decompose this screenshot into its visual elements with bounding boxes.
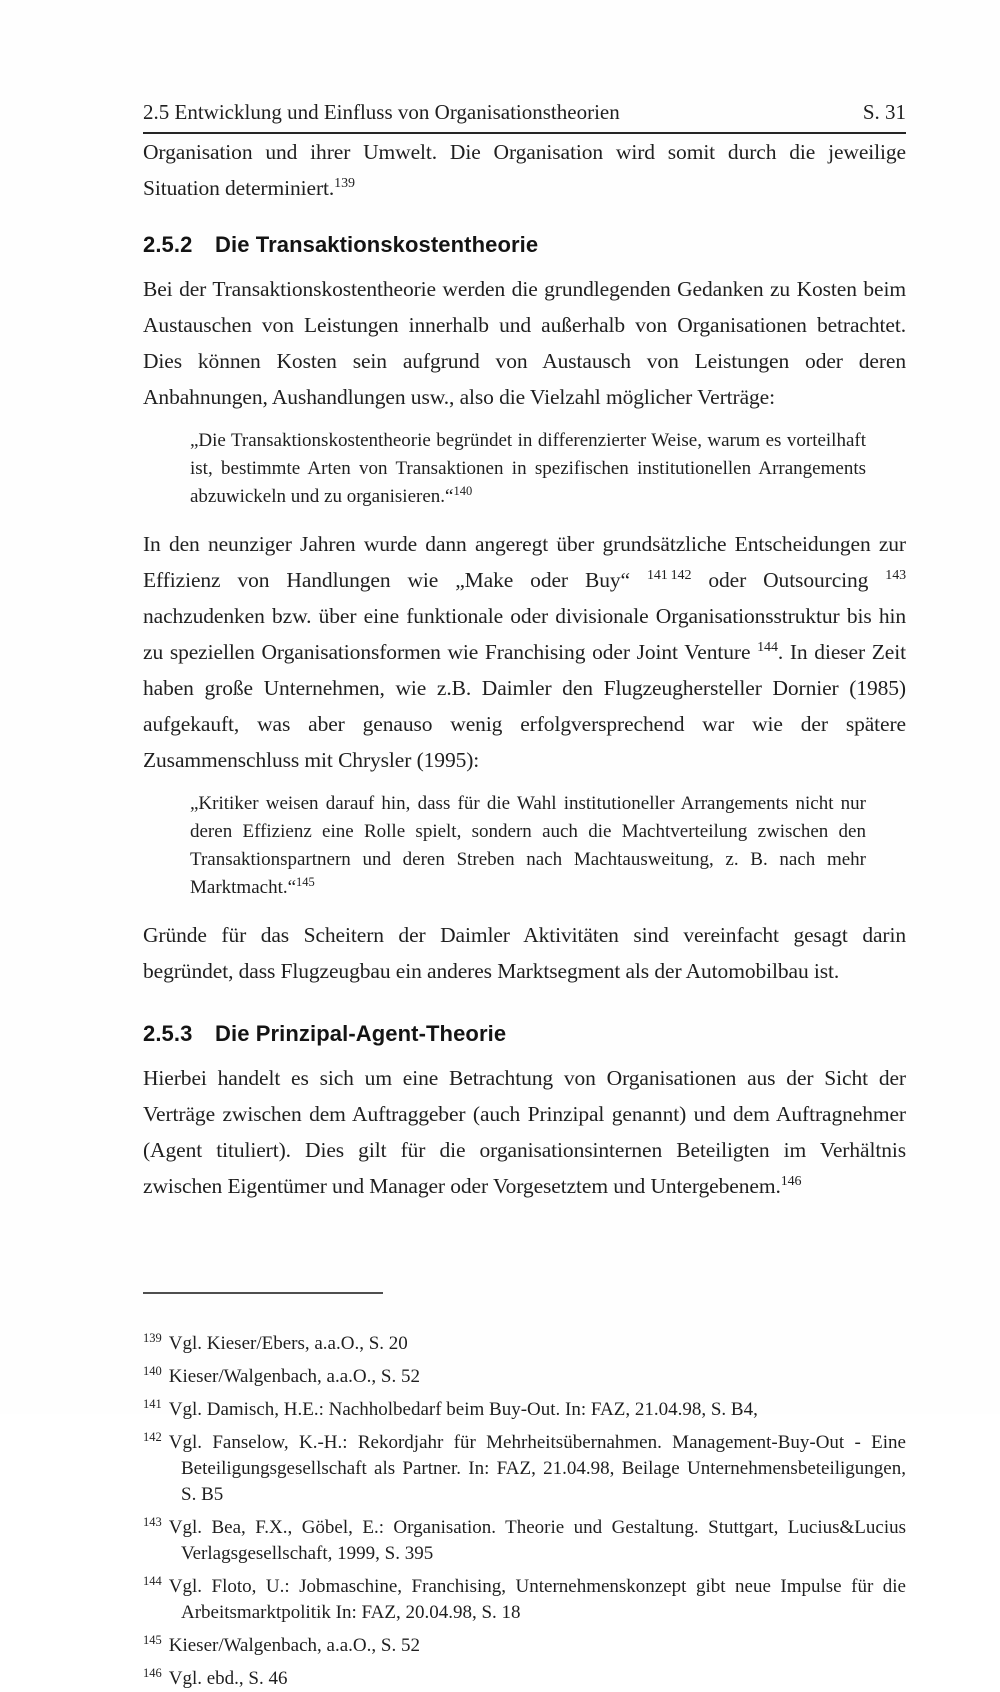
footnote-text: Vgl. Bea, F.X., Göbel, E.: Organisation. Theorie und Gestaltung. Stuttgart, Lucius&Lucius Verlagsgesellschaft, 1999, S. 395 — [168, 1517, 906, 1564]
footnote-139 — [143, 1331, 906, 1357]
footnote-ref-140: 140 — [453, 484, 473, 498]
footnote-number: 145 — [143, 1633, 162, 1647]
footnote-number: 140 — [143, 1364, 162, 1378]
footnote-ref-146: 146 — [780, 1174, 802, 1189]
paragraph-gruende-text: Gründe für das Scheitern der Daimler Aktivitäten sind vereinfacht gesagt darin begründet, dass Flugzeugbau ein anderes Marktsegment als der Automobilbau ist. — [143, 923, 906, 983]
section-title: Die Prinzipal-Agent-Theorie — [215, 1021, 507, 1046]
section-heading-2-5-2 — [143, 232, 906, 258]
footnote-text: Vgl. ebd., S. 46 — [168, 1668, 288, 1689]
paragraph-gruende — [143, 917, 906, 989]
footnote-143 — [143, 1515, 906, 1567]
footnote-145 — [143, 1633, 906, 1659]
footnote-ref-142: 142 — [670, 568, 692, 583]
paragraph-transaktionskosten — [143, 271, 906, 415]
footnote-141 — [143, 1397, 906, 1423]
footnote-text: Vgl. Floto, U.: Jobmaschine, Franchising, Unternehmenskonzept gibt neue Impulse für die Arbeitsmarktpolitik In: FAZ, 20.04.98, S. 18 — [168, 1576, 906, 1623]
paragraph-intro-text: Organisation und ihrer Umwelt. Die Organisation wird somit durch die jeweilige Situation determiniert. — [143, 140, 906, 200]
paragraph-neunziger-jahre — [143, 526, 906, 778]
blockquote-kritiker-text: „Kritiker weisen darauf hin, dass für die Wahl institutioneller Arrangements nicht nur deren Effizienz eine Rolle spielt, sondern auch die Machtverteilung zwischen den Transaktionspartnern und deren Streben nach Machtausweitung, z. B. nach mehr Marktmacht.“ — [190, 793, 866, 898]
paragraph-prinzipal-agent — [143, 1060, 906, 1204]
blockquote-transaktionskosten — [190, 427, 866, 511]
footnote-text: Vgl. Damisch, H.E.: Nachholbedarf beim Buy-Out. In: FAZ, 21.04.98, S. B4, — [168, 1399, 758, 1420]
running-header — [143, 99, 906, 134]
paragraph-neunziger-text-4: . In dieser Zeit haben große Unternehmen, wie z.B. Daimler den Flugzeughersteller Dornier (1985) aufgekauft, was aber genauso wenig erfolgversprechend war wie der spätere Zusammenschluss mit Chrysler (1995): — [143, 640, 906, 772]
paragraph-neunziger-text-1: In den neunziger Jahren wurde dann angeregt über grundsätzliche Entscheidungen zur Effizienz von Handlungen wie „Make oder Buy“ — [143, 532, 906, 592]
blockquote-transaktionskosten-text: „Die Transaktionskostentheorie begründet in differenzierter Weise, warum es vorteilhaft ist, bestimmte Arten von Transaktionen in spezifischen institutionellen Arrangements abzuwickeln und zu organisieren.“ — [190, 430, 866, 507]
header-page-number: S. 31 — [862, 100, 906, 124]
section-heading-2-5-3 — [143, 1021, 906, 1047]
footnote-146 — [143, 1666, 906, 1692]
footnote-text: Vgl. Kieser/Ebers, a.a.O., S. 20 — [168, 1333, 408, 1354]
paragraph-prinzipal-agent-text: Hierbei handelt es sich um eine Betrachtung von Organisationen aus der Sicht der Verträge zwischen dem Auftraggeber (auch Prinzipal genannt) und dem Auftragnehmer (Agent tituliert). Dies gilt für die organisationsinternen Beteiligten im Verhältnis zwischen Eigentümer und Manager oder Vorgesetztem und Untergebenem. — [143, 1066, 906, 1198]
footnote-ref-141: 141 — [646, 568, 668, 583]
footnote-142 — [143, 1430, 906, 1508]
footnote-separator-rule — [143, 1292, 383, 1294]
footnote-ref-139: 139 — [334, 176, 355, 191]
footnote-text: Kieser/Walgenbach, a.a.O., S. 52 — [168, 1635, 420, 1656]
footnote-ref-145: 145 — [296, 875, 315, 889]
paragraph-neunziger-text-2: oder Outsourcing — [691, 568, 886, 592]
footnote-number: 146 — [143, 1666, 162, 1680]
section-number: 2.5.2 — [143, 232, 193, 257]
footnote-number: 143 — [143, 1515, 162, 1529]
footnote-140 — [143, 1364, 906, 1390]
paragraph-neunziger-text-3: nachzudenken bzw. über eine funktionale oder divisionale Organisationsstruktur bis hin zu speziellen Organisationsformen wie Franchising oder Joint Venture — [143, 604, 906, 664]
paragraph-intro — [143, 134, 906, 206]
footnote-text: Kieser/Walgenbach, a.a.O., S. 52 — [168, 1366, 420, 1387]
footnote-text: Vgl. Fanselow, K.-H.: Rekordjahr für Mehrheitsübernahmen. Management-Buy-Out - Eine Beteiligungsgesellschaft als Partner. In: FAZ, 21.04.98, Beilage Unternehmensbeteiligungen, S. B5 — [168, 1432, 906, 1505]
blockquote-kritiker — [190, 790, 866, 902]
footnote-number: 139 — [143, 1331, 162, 1345]
footnote-144 — [143, 1574, 906, 1626]
footnote-ref-143: 143 — [885, 568, 906, 583]
paragraph-transaktionskosten-text: Bei der Transaktionskostentheorie werden die grundlegenden Gedanken zu Kosten beim Austauschen von Leistungen innerhalb und außerhalb von Organisationen betrachtet. Dies können Kosten sein aufgrund von Austausch von Leistungen oder deren Anbahnungen, Aushandlungen usw., also die Vielzahl möglicher Verträge: — [143, 277, 906, 409]
footnote-number: 144 — [143, 1574, 162, 1588]
header-section-title: 2.5 Entwicklung und Einfluss von Organisationstheorien — [143, 100, 620, 124]
section-number: 2.5.3 — [143, 1021, 193, 1046]
section-title: Die Transaktionskostentheorie — [215, 232, 539, 257]
footnote-ref-144: 144 — [757, 640, 778, 655]
footnote-number: 141 — [143, 1397, 162, 1411]
footnotes-section — [143, 1331, 906, 1692]
footnote-number: 142 — [143, 1430, 162, 1444]
